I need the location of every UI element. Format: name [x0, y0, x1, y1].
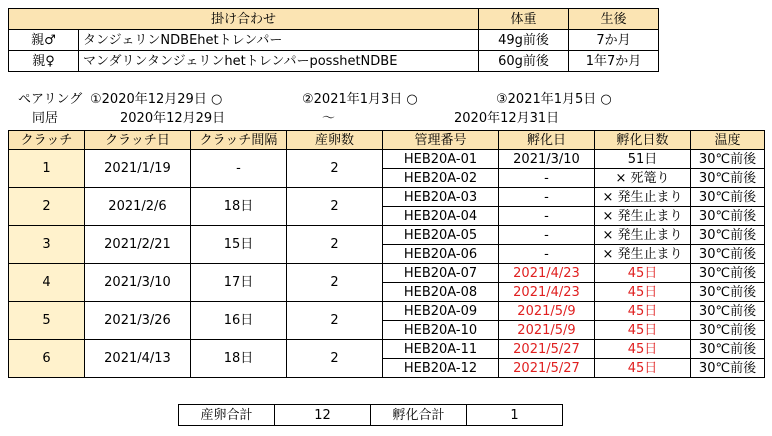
- egg-hatch-days: 45日: [595, 302, 691, 321]
- parent-role: 親♂: [9, 30, 79, 51]
- egg-temperature: 30℃前後: [691, 169, 765, 188]
- egg-control-number: HEB20A-08: [383, 283, 499, 302]
- clutch-number: 3: [9, 226, 85, 264]
- clutch-date: 2021/2/21: [85, 226, 191, 264]
- header-hatch-days: 孵化日数: [595, 131, 691, 150]
- egg-hatch-days: 51日: [595, 150, 691, 169]
- egg-hatch-date: 2021/5/9: [499, 321, 595, 340]
- clutch-header-row: [9, 131, 765, 150]
- clutch-number: 4: [9, 264, 85, 302]
- total-hatch-value: 1: [467, 405, 563, 426]
- header-hatch-date: 孵化日: [499, 131, 595, 150]
- clutch-date: 2021/3/26: [85, 302, 191, 340]
- parent-morph: マンダリンタンジェリンhetトレンパーposshetNDBE: [79, 51, 479, 72]
- clutch-egg-count: 2: [287, 226, 383, 264]
- clutch-interval: 18日: [191, 340, 287, 378]
- clutch-egg-count: 2: [287, 188, 383, 226]
- clutch-egg-count: 2: [287, 264, 383, 302]
- clutch-egg-count: 2: [287, 150, 383, 188]
- egg-temperature: 30℃前後: [691, 359, 765, 378]
- egg-hatch-date: 2021/4/23: [499, 283, 595, 302]
- clutch-egg-count: 2: [287, 340, 383, 378]
- pairing-label: ペアリング: [18, 92, 83, 107]
- clutch-date: 2021/3/10: [85, 264, 191, 302]
- header-control-number: 管理番号: [383, 131, 499, 150]
- egg-row: [9, 340, 765, 359]
- egg-control-number: HEB20A-09: [383, 302, 499, 321]
- parent-age: 7か月: [569, 30, 659, 51]
- pairing-entry-2: ②2021年1月3日 ○: [302, 92, 418, 107]
- egg-hatch-date: -: [499, 226, 595, 245]
- parent-male-row: [9, 30, 659, 51]
- parents-header-weight: 体重: [479, 9, 569, 30]
- egg-hatch-date: 2021/5/9: [499, 302, 595, 321]
- clutch-egg-count: 2: [287, 302, 383, 340]
- egg-control-number: HEB20A-11: [383, 340, 499, 359]
- header-temperature: 温度: [691, 131, 765, 150]
- cohabitation-end: 2020年12月31日: [454, 111, 560, 126]
- egg-hatch-date: 2021/5/27: [499, 340, 595, 359]
- pairing-entry-1: ①2020年12月29日 ○: [90, 92, 223, 107]
- header-egg-count: 産卵数: [287, 131, 383, 150]
- egg-control-number: HEB20A-01: [383, 150, 499, 169]
- clutch-interval: 16日: [191, 302, 287, 340]
- egg-hatch-days: 45日: [595, 264, 691, 283]
- egg-control-number: HEB20A-06: [383, 245, 499, 264]
- header-clutch-interval: クラッチ間隔: [191, 131, 287, 150]
- egg-temperature: 30℃前後: [691, 188, 765, 207]
- clutch-interval: -: [191, 150, 287, 188]
- clutch-table-body: [9, 131, 765, 378]
- cohabitation-label: 同居: [32, 111, 59, 126]
- cohabitation-separator: ～: [322, 111, 336, 126]
- egg-hatch-days: 45日: [595, 283, 691, 302]
- egg-hatch-date: 2021/4/23: [499, 264, 595, 283]
- clutch-interval: 18日: [191, 188, 287, 226]
- egg-control-number: HEB20A-03: [383, 188, 499, 207]
- parent-female-row: [9, 51, 659, 72]
- egg-hatch-days: × 死篭り: [595, 169, 691, 188]
- parent-weight: 60g前後: [479, 51, 569, 72]
- header-clutch: クラッチ: [9, 131, 85, 150]
- parent-morph: タンジェリンNDBEhetトレンパー: [79, 30, 479, 51]
- egg-hatch-date: -: [499, 188, 595, 207]
- egg-hatch-days: × 発生止まり: [595, 245, 691, 264]
- total-eggs-label: 産卵合計: [179, 405, 275, 426]
- clutch-number: 2: [9, 188, 85, 226]
- egg-row: [9, 150, 765, 169]
- clutch-table: [8, 130, 765, 378]
- parents-header-row: [9, 9, 659, 30]
- clutch-date: 2021/2/6: [85, 188, 191, 226]
- clutch-date: 2021/1/19: [85, 150, 191, 188]
- parent-age: 1年7か月: [569, 51, 659, 72]
- egg-row: [9, 226, 765, 245]
- egg-hatch-days: × 発生止まり: [595, 188, 691, 207]
- egg-row: [9, 302, 765, 321]
- header-clutch-date: クラッチ日: [85, 131, 191, 150]
- egg-hatch-days: × 発生止まり: [595, 226, 691, 245]
- parents-header-cross: 掛け合わせ: [9, 9, 479, 30]
- egg-control-number: HEB20A-04: [383, 207, 499, 226]
- egg-control-number: HEB20A-05: [383, 226, 499, 245]
- egg-temperature: 30℃前後: [691, 264, 765, 283]
- egg-temperature: 30℃前後: [691, 283, 765, 302]
- egg-row: [9, 264, 765, 283]
- egg-hatch-date: -: [499, 245, 595, 264]
- egg-hatch-date: -: [499, 207, 595, 226]
- cohabitation-start: 2020年12月29日: [120, 111, 226, 126]
- egg-row: [9, 188, 765, 207]
- egg-temperature: 30℃前後: [691, 150, 765, 169]
- clutch-interval: 15日: [191, 226, 287, 264]
- egg-control-number: HEB20A-12: [383, 359, 499, 378]
- egg-temperature: 30℃前後: [691, 302, 765, 321]
- clutch-number: 1: [9, 150, 85, 188]
- egg-temperature: 30℃前後: [691, 245, 765, 264]
- totals-table: [178, 404, 563, 426]
- egg-hatch-date: 2021/3/10: [499, 150, 595, 169]
- pairing-entry-3: ③2021年1月5日 ○: [496, 92, 612, 107]
- total-hatch-label: 孵化合計: [371, 405, 467, 426]
- parent-role: 親♀: [9, 51, 79, 72]
- egg-hatch-date: -: [499, 169, 595, 188]
- clutch-interval: 17日: [191, 264, 287, 302]
- parent-weight: 49g前後: [479, 30, 569, 51]
- parents-header-age: 生後: [569, 9, 659, 30]
- egg-control-number: HEB20A-02: [383, 169, 499, 188]
- egg-temperature: 30℃前後: [691, 207, 765, 226]
- egg-temperature: 30℃前後: [691, 226, 765, 245]
- clutch-number: 6: [9, 340, 85, 378]
- egg-hatch-date: 2021/5/27: [499, 359, 595, 378]
- clutch-number: 5: [9, 302, 85, 340]
- totals-row: [179, 405, 563, 426]
- egg-temperature: 30℃前後: [691, 321, 765, 340]
- egg-temperature: 30℃前後: [691, 340, 765, 359]
- egg-hatch-days: 45日: [595, 321, 691, 340]
- clutch-date: 2021/4/13: [85, 340, 191, 378]
- egg-control-number: HEB20A-10: [383, 321, 499, 340]
- total-eggs-value: 12: [275, 405, 371, 426]
- egg-control-number: HEB20A-07: [383, 264, 499, 283]
- egg-hatch-days: × 発生止まり: [595, 207, 691, 226]
- egg-hatch-days: 45日: [595, 340, 691, 359]
- egg-hatch-days: 45日: [595, 359, 691, 378]
- parents-table: [8, 8, 659, 72]
